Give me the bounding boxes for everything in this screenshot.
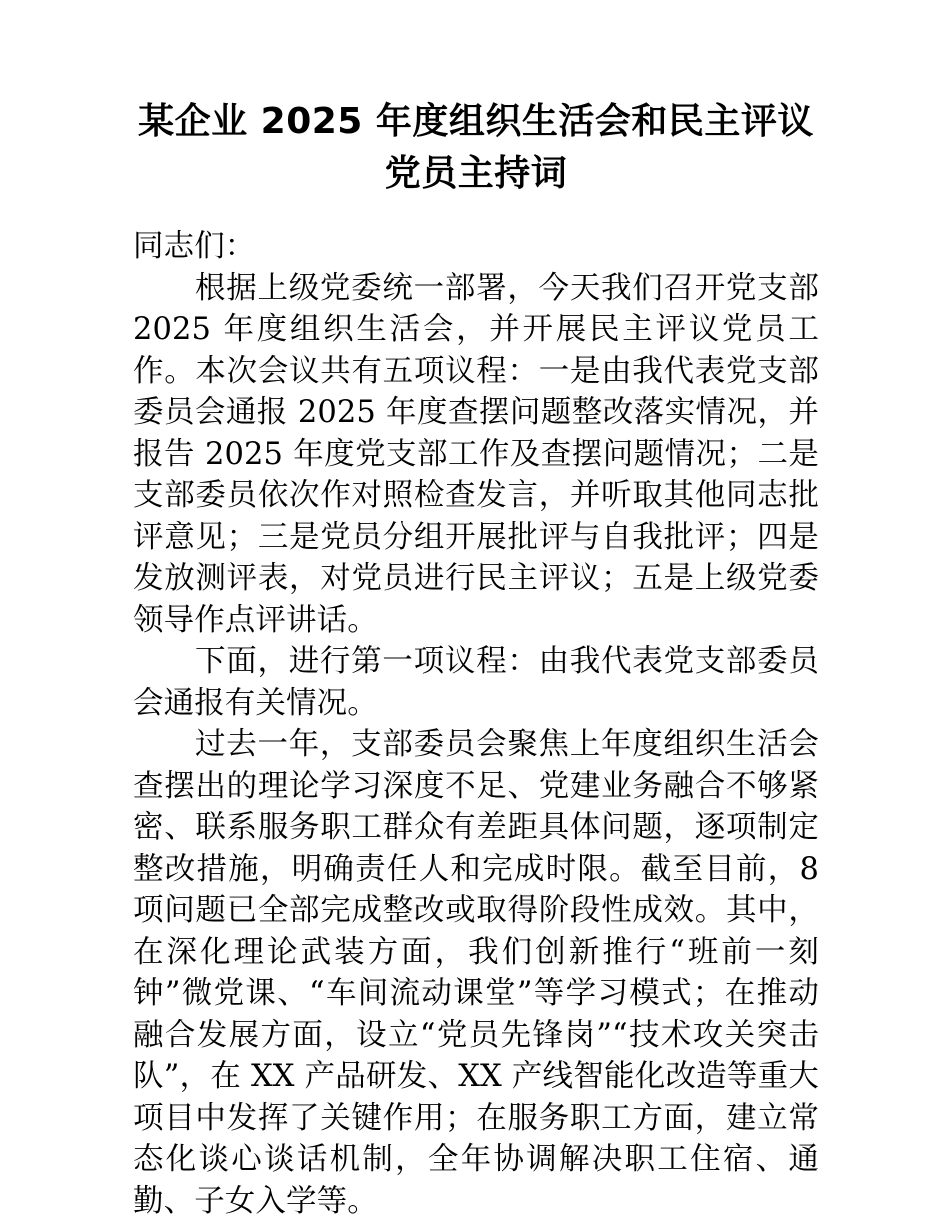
page-title: 某企业 2025 年度组织生活会和民主评议党员主持词	[138, 101, 814, 194]
paragraph-past-year-review: 过去一年，支部委员会聚焦上年度组织生活会查摆出的理论学习深度不足、党建业务融合不够紧密、联系服务职工群众有差距具体问题，逐项制定整改措施，明确责任人和完成时限。截至目前，8 项问题已全部完成整改或取得阶段性成效。其中，在深化理论武装方面，我们创新推行“班前一刻钟”微党课、“车间流动课堂”等学习模式；在推动融合发展方面，设立“党员先锋岗”“技术攻关突击队”，在 XX 产品研发、XX 产线智能化改造等重大项目中发挥了关键作用；在服务职工方面，建立常态化谈心谈话机制，全年协调解决职工住宿、通勤、子女入学等。	[133, 727, 819, 1219]
paragraph-agenda-overview: 根据上级党委统一部署，今天我们召开党支部 2025 年度组织生活会，并开展民主评议党员工作。本次会议共有五项议程：一是由我代表党支部委员会通报 2025 年度查摆问题整改落实情况，并报告 2025 年度党支部工作及查摆问题情况；二是支部委员依次作对照检查发言，并听取其他同志批评意见；三是党员分组开展批评与自我批评；四是发放测评表，对党员进行民主评议；五是上级党委领导作点评讲话。	[133, 270, 819, 638]
paragraph-first-agenda-item: 下面，进行第一项议程：由我代表党支部委员会通报有关情况。	[133, 644, 819, 721]
paragraph-salutation: 同志们：	[133, 229, 256, 264]
document-body	[133, 0, 819, 1222]
